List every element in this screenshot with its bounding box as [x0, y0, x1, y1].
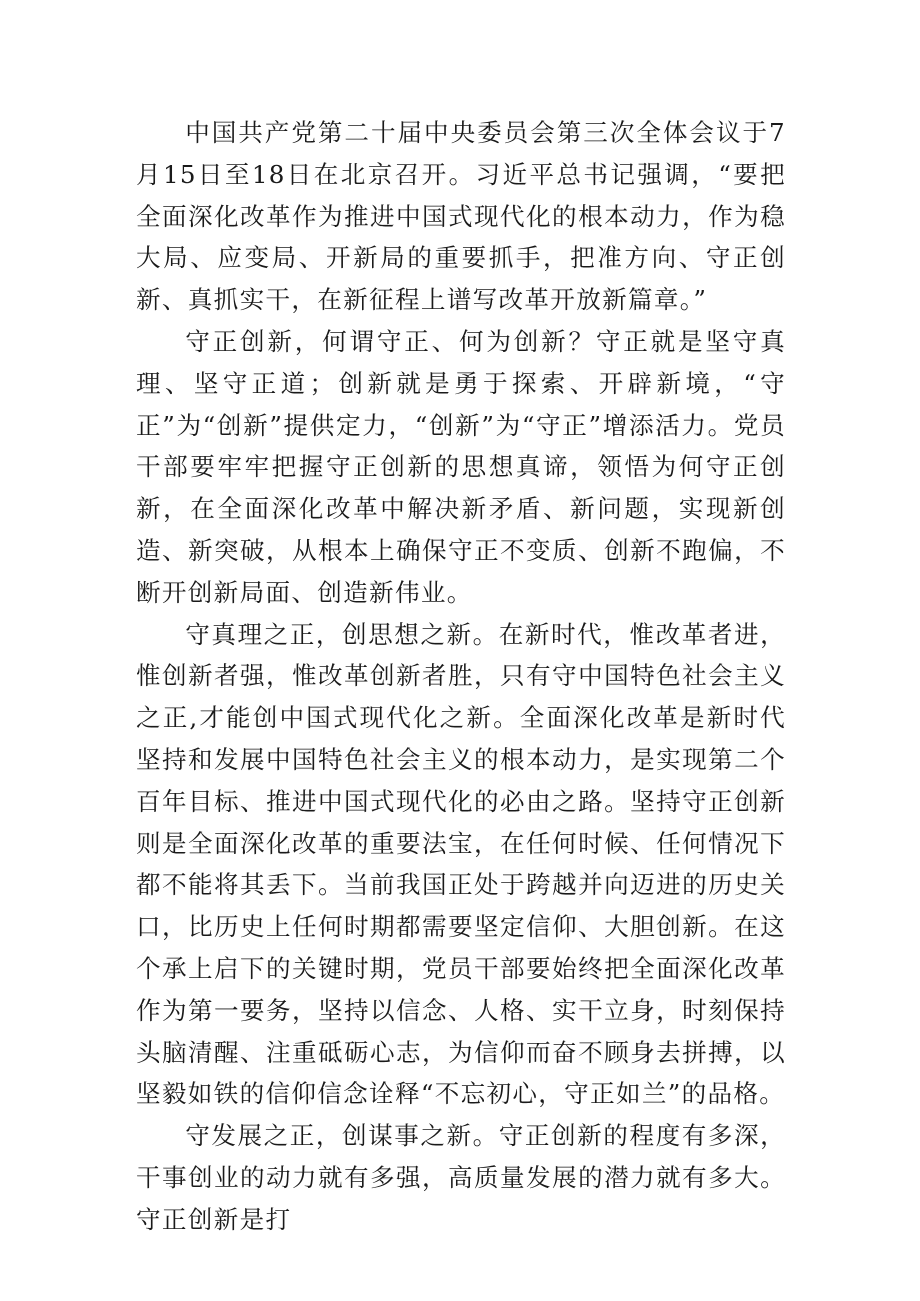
paragraph-4: 守发展之正，创谋事之新。守正创新的程度有多深，干事创业的动力就有多强，高质量发展的潜力就有多大。守正创新是打 [136, 1121, 786, 1234]
document-body [136, 112, 786, 1241]
paragraph-1: 中国共产党第二十届中央委员会第三次全体会议于7月15日至18日在北京召开。习近平总书记强调，“要把全面深化改革作为推进中国式现代化的根本动力，作为稳大局、应变局、开新局的重要抓手，把准方向、守正创新、真抓实干，在新征程上谱写改革开放新篇章。” [136, 118, 786, 315]
paragraph-3: 守真理之正，创思想之新。在新时代，惟改革者进，惟创新者强，惟改革创新者胜，只有守中国特色社会主义之正,才能创中国式现代化之新。全面深化改革是新时代坚持和发展中国特色社会主义的根本动力，是实现第二个百年目标、推进中国式现代化的必由之路。坚持守正创新则是全面深化改革的重要法宝，在任何时候、任何情况下都不能将其丢下。当前我国正处于跨越并向迈进的历史关口，比历史上任何时期都需要坚定信仰、大胆创新。在这个承上启下的关键时期，党员干部要始终把全面深化改革作为第一要务，坚持以信念、人格、实干立身，时刻保持头脑清醒、注重砥砺心志，为信仰而奋不顾身去拼搏，以坚毅如铁的信仰信念诠释“不忘初心，守正如兰”的品格。 [136, 619, 786, 1109]
paragraph-2: 守正创新，何谓守正、何为创新？守正就是坚守真理、坚守正道；创新就是勇于探索、开辟新境，“守正”为“创新”提供定力，“创新”为“守正”增添活力。党员干部要牢牢把握守正创新的思想真谛，领悟为何守正创新，在全面深化改革中解决新矛盾、新问题，实现新创造、新突破，从根本上确保守正不变质、创新不跑偏，不断开创新局面、创造新伟业。 [136, 326, 786, 607]
